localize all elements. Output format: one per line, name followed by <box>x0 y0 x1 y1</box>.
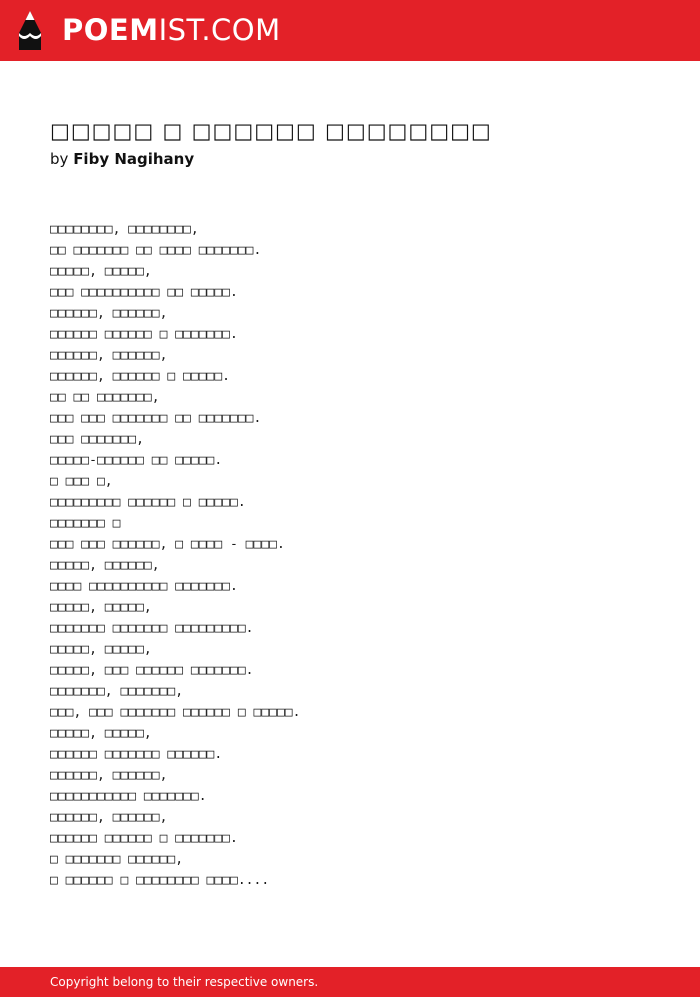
poem-line: □□□□□□□□□ □□□□□□ □ □□□□□. <box>50 495 246 510</box>
logo-text-bold: POEM <box>62 13 159 47</box>
poem-line: □□□□□□, □□□□□□, <box>50 306 168 321</box>
poem-line: □ □□□□□□ □ □□□□□□□□ □□□□.... <box>50 873 270 888</box>
poem-line: □□ □□ □□□□□□□, <box>50 390 160 405</box>
poem-line: □□□ □□□□□□□, <box>50 432 144 447</box>
site-logo[interactable] <box>62 12 281 48</box>
poem-line: □□□□□□ □□□□□□ □ □□□□□□□. <box>50 831 238 846</box>
byline <box>50 148 194 170</box>
poem-line: □□□□ □□□□□□□□□□ □□□□□□□. <box>50 579 238 594</box>
poem-line: □□□□□□, □□□□□□, <box>50 348 168 363</box>
poem-line: □□□, □□□ □□□□□□□ □□□□□□ □ □□□□□. <box>50 705 301 720</box>
poem-line: □□□□□□□□, □□□□□□□□, <box>50 222 199 237</box>
poem-line: □□□□□□, □□□□□□, <box>50 810 168 825</box>
author-name: Fiby Nagihany <box>73 150 195 168</box>
by-label: by <box>50 150 69 168</box>
site-header <box>0 0 700 61</box>
poem-line: □□□□□□□ □ <box>50 516 121 531</box>
poem-line: □□□□□, □□□ □□□□□□ □□□□□□□. <box>50 663 254 678</box>
logo-text-light: IST.COM <box>158 13 281 47</box>
poem-line: □□□□□, □□□□□, <box>50 726 152 741</box>
poem-line: □□□□□□□ □□□□□□□ □□□□□□□□□. <box>50 621 254 636</box>
copyright-notice: Copyright belong to their respective owners. <box>50 975 319 989</box>
poem-line: □□□ □□□ □□□□□□, □ □□□□ - □□□□. <box>50 537 285 552</box>
poem-title: □□□□□ □ □□□□□□ □□□□□□□□ <box>50 119 492 143</box>
poem-line: □□ □□□□□□□ □□ □□□□ □□□□□□□. <box>50 243 262 258</box>
poem-line: □□□□□-□□□□□□ □□ □□□□□. <box>50 453 223 468</box>
poem-line: □□□ □□□ □□□□□□□ □□ □□□□□□□. <box>50 411 262 426</box>
site-footer <box>0 967 700 997</box>
poem-line: □□□□□□ □□□□□□ □ □□□□□□□. <box>50 327 238 342</box>
poem-line: □□□□□, □□□□□, <box>50 600 152 615</box>
poem-line: □ □□□ □, <box>50 474 113 489</box>
pencil-tip-icon[interactable] <box>18 10 42 51</box>
poem-line: □□□□□, □□□□□□, <box>50 558 160 573</box>
poem-line: □□□□□□□, □□□□□□□, <box>50 684 184 699</box>
poem-line: □□□□□□□□□□□ □□□□□□□. <box>50 789 207 804</box>
poem-body <box>50 219 300 891</box>
poem-line: □ □□□□□□□ □□□□□□, <box>50 852 184 867</box>
poem-line: □□□□□□, □□□□□□ □ □□□□□. <box>50 369 231 384</box>
poem-line: □□□□□□ □□□□□□□ □□□□□□. <box>50 747 223 762</box>
poem-line: □□□□□□, □□□□□□, <box>50 768 168 783</box>
poem-line: □□□ □□□□□□□□□□ □□ □□□□□. <box>50 285 238 300</box>
poem-line: □□□□□, □□□□□, <box>50 642 152 657</box>
poem-line: □□□□□, □□□□□, <box>50 264 152 279</box>
